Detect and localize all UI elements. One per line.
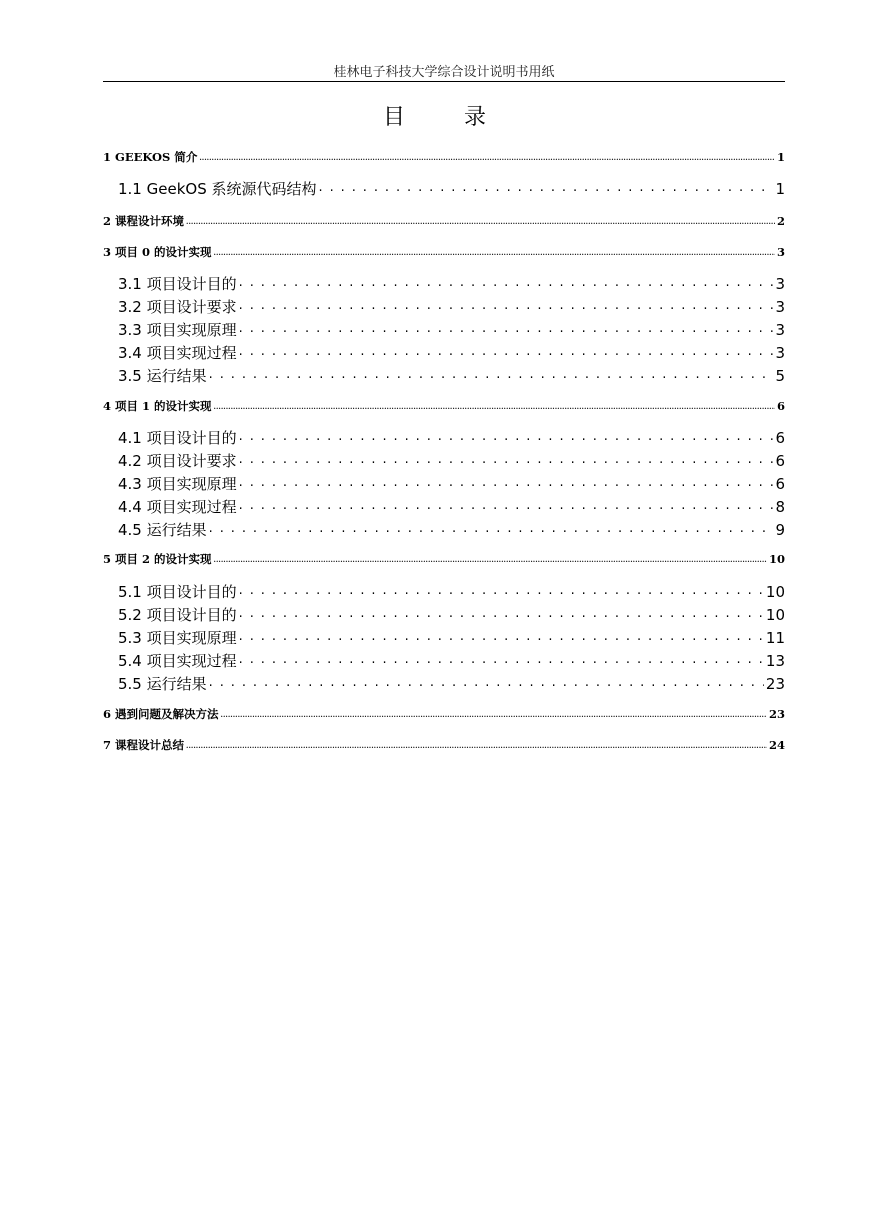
toc-leader (239, 297, 774, 312)
toc-entry[interactable] (103, 149, 785, 165)
toc-entry-page: 5 (775, 367, 785, 385)
toc-entry-title: 7 课程设计总结 (103, 738, 185, 752)
toc-entry[interactable] (118, 365, 785, 386)
toc-leader (239, 451, 774, 466)
toc-leader (214, 245, 775, 257)
toc-entry-page: 10 (765, 606, 785, 624)
toc-entry-title: 4.5 运行结果 (118, 521, 207, 539)
toc-leader (239, 582, 764, 597)
toc-entry-title: 5 项目 2 的设计实现 (103, 552, 212, 566)
toc-entry-title: 3.2 项目设计要求 (118, 298, 237, 316)
header-rule (103, 81, 785, 82)
toc-leader (209, 366, 774, 381)
toc-entry-title: 4.4 项目实现过程 (118, 498, 237, 516)
toc-entry-title: 5.5 运行结果 (118, 675, 207, 693)
toc-entry-page: 6 (775, 475, 785, 493)
toc-entry[interactable] (118, 342, 785, 363)
toc-leader (186, 214, 775, 226)
toc-entry[interactable] (103, 737, 785, 753)
toc-entry-page: 3 (775, 298, 785, 316)
toc-leader (209, 674, 764, 689)
toc-entry-title: 5.1 项目设计目的 (118, 583, 237, 601)
toc-entry[interactable] (118, 473, 785, 494)
page-header: 桂林电子科技大学综合设计说明书用纸 (333, 65, 555, 80)
toc-leader (221, 707, 767, 719)
toc-entry[interactable] (118, 178, 785, 199)
toc-entry-page: 1 (776, 150, 785, 164)
toc-entry-title: 3.4 项目实现过程 (118, 344, 237, 362)
toc-entry-page: 10 (765, 583, 785, 601)
toc-entry-title: 3.3 项目实现原理 (118, 321, 237, 339)
toc-entry-page: 11 (765, 629, 785, 647)
toc-entry-page: 3 (775, 344, 785, 362)
toc-leader (239, 320, 774, 335)
toc-entry-page: 2 (776, 214, 785, 228)
toc-entry[interactable] (118, 296, 785, 317)
toc-entry-title: 6 遇到问题及解决方法 (103, 707, 219, 721)
toc-leader (209, 520, 774, 535)
toc-entry[interactable] (118, 496, 785, 517)
toc-entry-title: 3 项目 0 的设计实现 (103, 245, 212, 259)
toc-entry-title: 4.3 项目实现原理 (118, 475, 237, 493)
toc-entry[interactable] (118, 519, 785, 540)
toc-entry-title: 5.2 项目设计目的 (118, 606, 237, 624)
toc-entry-page: 1 (775, 180, 785, 198)
toc-entry-title: 4.1 项目设计目的 (118, 429, 237, 447)
toc-entry[interactable] (103, 244, 785, 260)
toc-entry[interactable] (118, 273, 785, 294)
toc-leader (239, 628, 764, 643)
toc-entry[interactable] (103, 398, 785, 414)
toc-entry-page: 10 (768, 552, 785, 566)
toc-entry-page: 3 (775, 321, 785, 339)
toc-entry[interactable] (118, 319, 785, 340)
toc-entry[interactable] (118, 450, 785, 471)
toc-leader (239, 605, 764, 620)
toc-entry-title: 2 课程设计环境 (103, 214, 185, 228)
toc-leader (239, 497, 774, 512)
toc-entry-title: 4.2 项目设计要求 (118, 452, 237, 470)
toc-entry[interactable] (118, 627, 785, 648)
toc-entry[interactable] (103, 551, 785, 567)
toc-leader (214, 552, 767, 564)
toc-entry-page: 3 (775, 275, 785, 293)
toc-entry-title: 1 GEEKOS 简介 (103, 150, 198, 164)
toc-entry[interactable] (118, 673, 785, 694)
toc-entry-title: 3.5 运行结果 (118, 367, 207, 385)
toc-entry-title: 5.3 项目实现原理 (118, 629, 237, 647)
toc-leader (214, 399, 775, 411)
toc-leader (319, 179, 774, 194)
toc-entry-title: 4 项目 1 的设计实现 (103, 399, 212, 413)
toc-leader (239, 428, 774, 443)
toc-leader (239, 474, 774, 489)
toc-leader (239, 651, 764, 666)
toc-entry[interactable] (103, 706, 785, 722)
toc-entry[interactable] (118, 581, 785, 602)
toc-entry-page: 6 (775, 429, 785, 447)
toc-entry-page: 6 (776, 399, 785, 413)
toc-entry-page: 6 (775, 452, 785, 470)
toc-title: 目 录 (383, 105, 512, 130)
toc-entry[interactable] (118, 650, 785, 671)
toc-entry-page: 9 (775, 521, 785, 539)
toc-leader (199, 150, 775, 162)
toc-entry-page: 23 (768, 707, 785, 721)
toc-entry-page: 8 (775, 498, 785, 516)
toc-leader (239, 274, 774, 289)
toc-entry-title: 5.4 项目实现过程 (118, 652, 237, 670)
toc-entry-page: 24 (768, 738, 785, 752)
toc-entry-title: 3.1 项目设计目的 (118, 275, 237, 293)
toc-entry-title: 1.1 GeekOS 系统源代码结构 (118, 180, 317, 198)
toc-leader (186, 738, 767, 750)
toc-entry[interactable] (118, 604, 785, 625)
toc-entry-page: 23 (765, 675, 785, 693)
toc-entry[interactable] (103, 213, 785, 229)
toc-leader (239, 343, 774, 358)
toc-entry-page: 13 (765, 652, 785, 670)
toc-entry[interactable] (118, 427, 785, 448)
toc-entry-page: 3 (776, 245, 785, 259)
